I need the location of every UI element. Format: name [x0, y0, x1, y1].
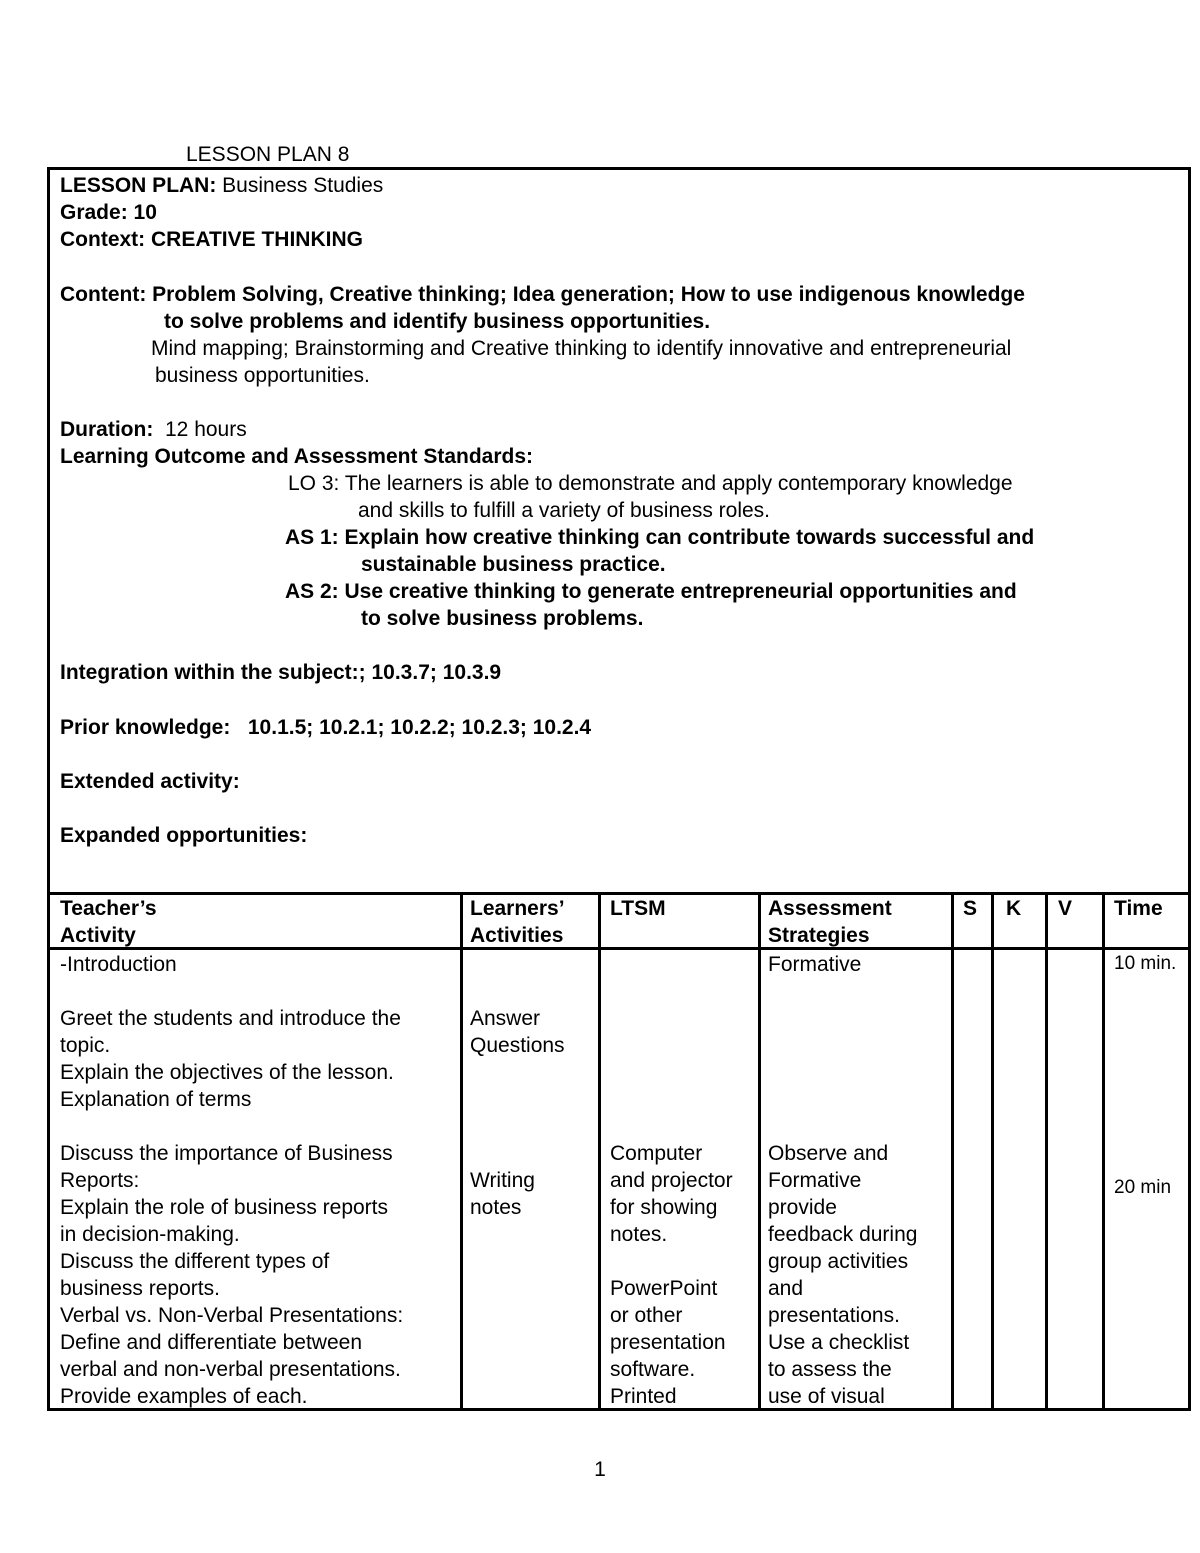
as1-line-2: sustainable business practice.	[361, 553, 666, 576]
expanded-opportunities-line: Expanded opportunities:	[60, 824, 308, 847]
assessment-line: Use a checklist	[768, 1331, 910, 1354]
lesson-plan-value: Business Studies	[216, 174, 384, 197]
learning-outcome-heading: Learning Outcome and Assessment Standards:	[60, 445, 534, 468]
teacher-line: -Introduction	[60, 953, 177, 976]
prior-knowledge-label: Prior knowledge:	[60, 716, 231, 739]
header-v: V	[1058, 897, 1073, 920]
lesson-plan-line	[60, 172, 383, 199]
header-assessment-strategies	[768, 895, 892, 949]
assessment-line: to assess the	[768, 1358, 892, 1381]
column-divider-4	[951, 892, 954, 1408]
teacher-line: Greet the students and introduce the	[60, 1007, 401, 1030]
lo3-line-1: LO 3: The learners is able to demonstrate and apply contemporary knowledge	[288, 472, 1013, 495]
time-cell-1: 10 min.	[1114, 953, 1177, 974]
table-header-rule	[50, 947, 1188, 950]
teacher-line: Discuss the importance of Business	[60, 1142, 393, 1165]
teacher-line: Explanation of terms	[60, 1088, 252, 1111]
column-divider-3	[758, 892, 761, 1408]
learners-line: Writing	[470, 1169, 535, 1192]
assessment-block-2	[768, 1140, 917, 1410]
lesson-plan-label: LESSON PLAN:	[60, 174, 217, 197]
column-divider-7	[1102, 892, 1105, 1408]
prior-knowledge-value: 10.1.5; 10.2.1; 10.2.2; 10.2.3; 10.2.4	[247, 716, 592, 739]
duration-line	[60, 416, 247, 443]
content-line-2: to solve problems and identify business opportunities.	[164, 310, 711, 333]
ltsm-cell	[610, 1140, 733, 1410]
header-teacher-line-2: Activity	[60, 924, 136, 947]
content-line-3: Mind mapping; Brainstorming and Creative thinking to identify innovative and entrepreneurial	[151, 337, 1012, 360]
assessment-line: Observe and	[768, 1142, 889, 1165]
assessment-line: Formative	[768, 1169, 862, 1192]
assessment-line: feedback during	[768, 1223, 918, 1246]
learners-activity-block-1	[470, 1005, 565, 1059]
ltsm-line: or other	[610, 1304, 683, 1327]
extended-activity-line: Extended activity:	[60, 770, 240, 793]
ltsm-line	[610, 1248, 733, 1275]
teacher-line: business reports.	[60, 1277, 220, 1300]
learners-line: Answer	[470, 1007, 541, 1030]
header-teacher-activity	[60, 895, 157, 949]
ltsm-line: software.	[610, 1358, 696, 1381]
assessment-block-1	[768, 951, 861, 978]
header-k: K	[1006, 897, 1022, 920]
header-teacher-line-1: Teacher’s	[60, 897, 157, 920]
ltsm-line: presentation	[610, 1331, 726, 1354]
learners-line: Questions	[470, 1034, 565, 1057]
column-divider-5	[991, 892, 994, 1408]
duration-value: 12 hours	[165, 418, 247, 441]
assessment-line: presentations.	[768, 1304, 900, 1327]
assessment-line: provide	[768, 1196, 837, 1219]
ltsm-line: and projector	[610, 1169, 733, 1192]
header-learners-activities	[470, 895, 565, 949]
teacher-line: topic.	[60, 1034, 111, 1057]
header-assessment-line-2: Strategies	[768, 924, 870, 947]
header-learners-line-1: Learners’	[470, 897, 565, 920]
learners-line: notes	[470, 1196, 522, 1219]
ltsm-line: Printed	[610, 1385, 677, 1408]
teacher-line	[60, 1113, 403, 1140]
teacher-line	[60, 978, 403, 1005]
lo3-line-2: and skills to fulfill a variety of business roles.	[358, 499, 771, 522]
teacher-line: Explain the role of business reports	[60, 1196, 389, 1219]
duration-label: Duration:	[60, 418, 154, 441]
as2-line-1: AS 2: Use creative thinking to generate entrepreneurial opportunities and	[285, 580, 1017, 603]
context-line: Context: CREATIVE THINKING	[60, 228, 363, 251]
assessment-line: use of visual	[768, 1385, 885, 1408]
teacher-activity-cell	[60, 951, 403, 1410]
as2-line-2: to solve business problems.	[361, 607, 644, 630]
integration-line: Integration within the subject:; 10.3.7; 10.3.9	[60, 661, 502, 684]
lesson-plan-frame	[47, 167, 1191, 1411]
assessment-line: Formative	[768, 953, 862, 976]
document-heading: LESSON PLAN 8	[186, 143, 350, 166]
header-assessment-line-1: Assessment	[768, 897, 892, 920]
assessment-line: and	[768, 1277, 804, 1300]
column-divider-2	[598, 892, 601, 1408]
ltsm-line: for showing	[610, 1196, 718, 1219]
teacher-line: Verbal vs. Non-Verbal Presentations:	[60, 1304, 404, 1327]
teacher-line: verbal and non-verbal presentations.	[60, 1358, 401, 1381]
ltsm-line: PowerPoint	[610, 1277, 718, 1300]
content-line-4: business opportunities.	[155, 364, 370, 387]
column-divider-6	[1045, 892, 1048, 1408]
assessment-line: group activities	[768, 1250, 909, 1273]
teacher-line: Discuss the different types of	[60, 1250, 330, 1273]
teacher-line: Reports:	[60, 1169, 140, 1192]
header-time: Time	[1114, 897, 1163, 920]
teacher-line: Define and differentiate between	[60, 1331, 362, 1354]
header-ltsm: LTSM	[610, 897, 666, 920]
header-s: S	[963, 897, 978, 920]
content-line: Content: Problem Solving, Creative thinking; Idea generation; How to use indigenous knowledge	[60, 283, 1025, 306]
page-number: 1	[594, 1458, 606, 1481]
time-cell-2: 20 min	[1114, 1177, 1172, 1198]
teacher-line: Provide examples of each.	[60, 1385, 308, 1408]
header-learners-line-2: Activities	[470, 924, 564, 947]
ltsm-line: Computer	[610, 1142, 703, 1165]
teacher-line: Explain the objectives of the lesson.	[60, 1061, 394, 1084]
learners-activity-block-2	[470, 1167, 535, 1221]
teacher-line: in decision-making.	[60, 1223, 240, 1246]
column-divider-1	[460, 892, 463, 1408]
prior-knowledge-line	[60, 714, 591, 741]
ltsm-line: notes.	[610, 1223, 668, 1246]
grade-line: Grade: 10	[60, 201, 157, 224]
as1-line-1: AS 1: Explain how creative thinking can contribute towards successful and	[285, 526, 1035, 549]
